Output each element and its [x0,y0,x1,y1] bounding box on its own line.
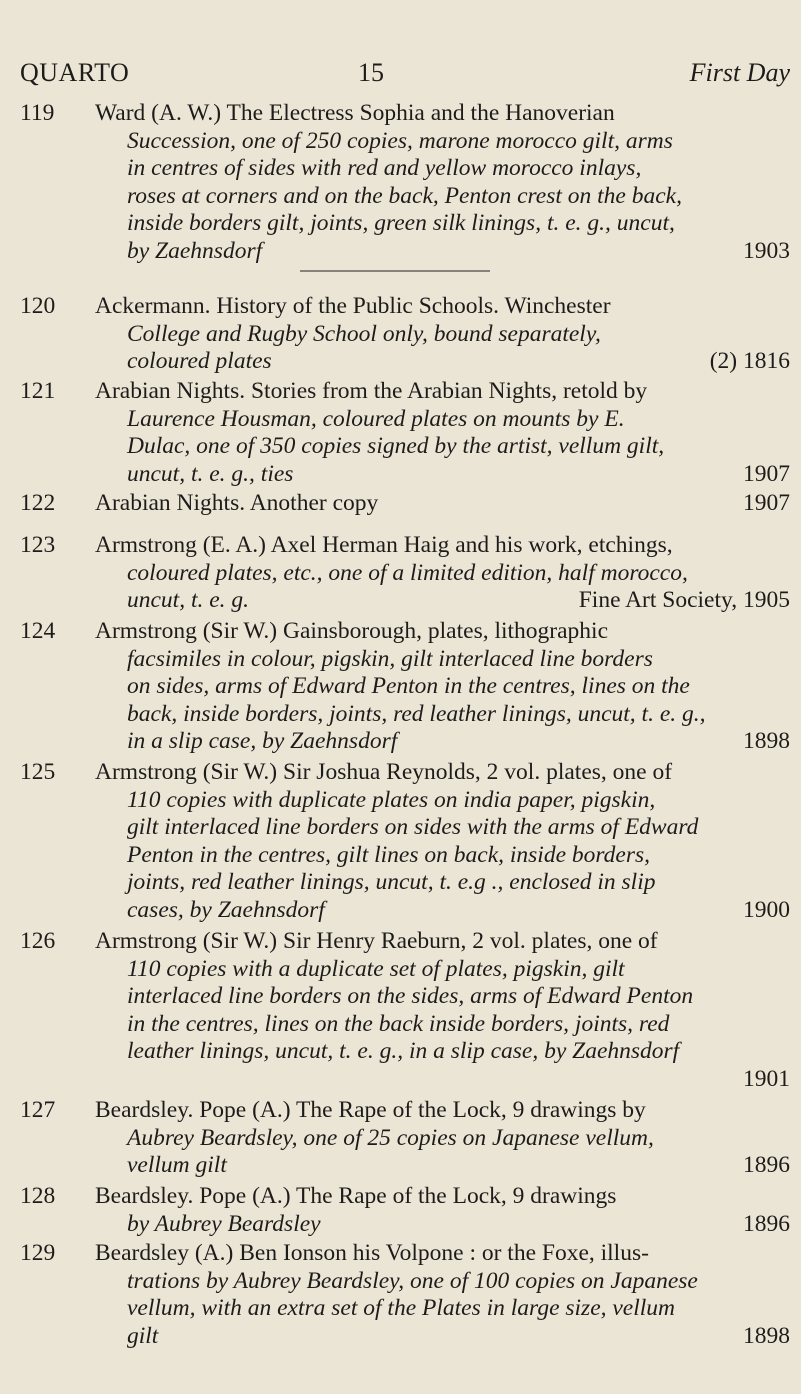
lot-text: roses at corners and on the back, Penton crest on the back, [127,182,682,209]
lot-line [95,842,790,870]
lot-line [95,238,790,266]
lot-line [95,100,790,128]
lot-text: 110 copies with duplicate plates on india paper, pigskin, [127,786,656,813]
lot-number: 129 [20,1240,56,1266]
lot-number: 127 [20,1097,56,1123]
lot-number: 124 [20,618,56,644]
lot-text: interlaced line borders on the sides, arms of Edward Penton [127,983,694,1009]
lot-date: Fine Art Society, 1905 [578,587,790,613]
lot-text: Ackermann. History of the Public Schools. Winchester [95,293,611,319]
lot-description [95,100,790,265]
lot-line [95,983,790,1011]
lot-date: 1896 [743,1210,790,1237]
lot-description [95,618,790,756]
lot-text: by Zaehnsdorf [127,237,263,264]
lot-line [95,378,790,406]
lot-text: on sides, arms of Edward Penton in the centres, lines on the [127,673,690,699]
lot-number: 121 [20,378,56,404]
lot-line [95,814,790,842]
lot-line [95,728,790,756]
lot-line [95,1125,790,1153]
lot-line [95,560,790,588]
lot-description [95,1183,790,1238]
lot-description [95,928,790,1093]
lot-text: trations by Aubrey Beardsley, one of 100 copies on Japanese [127,1267,698,1294]
lot-text: vellum, with an extra set of the Plates in large size, vellum [127,1295,676,1321]
lot-line [95,587,790,615]
lot-description [95,532,790,615]
separator-rule [300,270,490,272]
lot-date: 1896 [743,1152,790,1178]
lot-text: by Aubrey Beardsley [127,1210,321,1237]
lot-line [95,210,790,238]
lot-number: 126 [20,928,56,954]
lot-text: gilt interlaced line borders on sides with the arms of Edward [127,814,699,840]
lot-line [95,956,790,984]
lot-line [95,787,790,815]
lot-text: Penton in the centres, gilt lines on back, inside borders, [127,841,651,868]
lot-description [95,1097,790,1180]
lot-text: coloured plates, etc., one of a limited edition, half morocco, [127,559,688,586]
lot-text: Beardsley (A.) Ben Ionson his Volpone : or the Foxe, illus- [95,1240,649,1266]
lot-line [95,321,790,349]
lot-date: 1898 [743,728,790,754]
lot-text: Armstrong (Sir W.) Sir Henry Raeburn, 2 vol. plates, one of [95,928,658,954]
lot-date: 1907 [743,460,790,487]
lot-line [95,1011,790,1039]
lot-text: Armstrong (Sir W.) Gainsborough, plates, lithographic [95,618,609,644]
lot-text: inside borders gilt, joints, green silk linings, t. e. g., uncut, [127,210,675,236]
lot-line [95,155,790,183]
lot-description [95,293,790,376]
lot-line [95,1183,790,1211]
lot-text: 110 copies with a duplicate set of plates, pigskin, gilt [127,955,625,982]
lot-text: Laurence Housman, coloured plates on mounts by E. [127,405,625,432]
lot-text: Armstrong (Sir W.) Sir Joshua Reynolds, 2 vol. plates, one of [95,759,673,785]
lot-text: Beardsley. Pope (A.) The Rape of the Lock, 9 drawings [95,1183,617,1209]
lot-text: in a slip case, by Zaehnsdorf [127,728,398,754]
lot-number: 119 [20,100,55,126]
lot-line [95,461,790,489]
lot-text: coloured plates [127,348,272,374]
lot-description [95,1240,790,1350]
lot-text: uncut, t. e. g., ties [127,460,294,487]
lot-text: Aubrey Beardsley, one of 25 copies on Japanese vellum, [127,1124,654,1151]
lot-text: in the centres, lines on the back inside borders, joints, red [127,1010,670,1037]
lot-line [95,293,790,321]
lot-date: 1901 [743,1065,790,1092]
lot-line [95,406,790,434]
lot-line [95,433,790,461]
page-number: 15 [358,58,384,87]
lot-date: (2) 1816 [709,348,790,374]
lot-line [95,701,790,729]
lot-line [95,759,790,787]
lot-text: back, inside borders, joints, red leather linings, uncut, t. e. g., [127,700,706,727]
lot-number: 128 [20,1183,56,1209]
lot-text: cases, by Zaehnsdorf [127,896,325,923]
lot-line [95,183,790,211]
lot-line [95,869,790,897]
lot-text: Armstrong (E. A.) Axel Herman Haig and his work, etchings, [95,532,673,558]
lot-line [95,897,790,925]
lot-text: Ward (A. W.) The Electress Sophia and the Hanoverian [95,100,615,126]
lot-number: 123 [20,532,56,558]
lot-text: Dulac, one of 350 copies signed by the artist, vellum gilt, [127,433,665,459]
lot-line [95,646,790,674]
lot-date: 1903 [743,237,790,264]
lot-line [95,1295,790,1323]
lot-text: Beardsley. Pope (A.) The Rape of the Lock, 9 drawings by [95,1097,646,1123]
lot-text: uncut, t. e. g. [127,587,250,613]
lot-text: joints, red leather linings, uncut, t. e.g ., enclosed in slip [127,869,656,895]
lot-line [95,348,790,376]
lot-text: leather linings, uncut, t. e. g., in a slip case, by Zaehnsdorf [127,1038,680,1064]
lot-line [95,1211,790,1239]
lot-line [95,1066,790,1094]
lot-description [95,759,790,924]
lot-line [95,1323,790,1351]
lot-number: 122 [20,490,56,516]
lot-line [95,928,790,956]
page-header [20,58,790,98]
lot-line [95,1268,790,1296]
lot-description [95,490,790,518]
lot-text: in centres of sides with red and yellow morocco inlays, [127,155,642,181]
lot-line [95,618,790,646]
lot-text: vellum gilt [127,1152,227,1178]
lot-date: 1900 [743,896,790,923]
lot-line [95,1152,790,1180]
lot-line [95,1038,790,1066]
lot-text: facsimiles in colour, pigskin, gilt interlaced line borders [127,645,653,672]
lot-date: 1898 [743,1322,790,1349]
lot-text: Arabian Nights. Another copy [95,490,379,516]
header-day: First Day [689,58,790,87]
lot-line [95,490,790,518]
lot-date: 1907 [743,490,790,516]
lot-line [95,128,790,156]
lot-text: Succession, one of 250 copies, marone morocco gilt, arms [127,127,673,154]
lot-text: College and Rugby School only, bound separately, [127,320,601,347]
lot-line [95,673,790,701]
lot-text: Arabian Nights. Stories from the Arabian Nights, retold by [95,378,648,404]
lot-number: 120 [20,293,56,319]
lot-line [95,532,790,560]
lot-description [95,378,790,488]
lot-text: gilt [127,1322,159,1349]
header-section: QUARTO [20,58,130,87]
lot-line [95,1097,790,1125]
lot-number: 125 [20,759,56,785]
lot-line [95,1240,790,1268]
